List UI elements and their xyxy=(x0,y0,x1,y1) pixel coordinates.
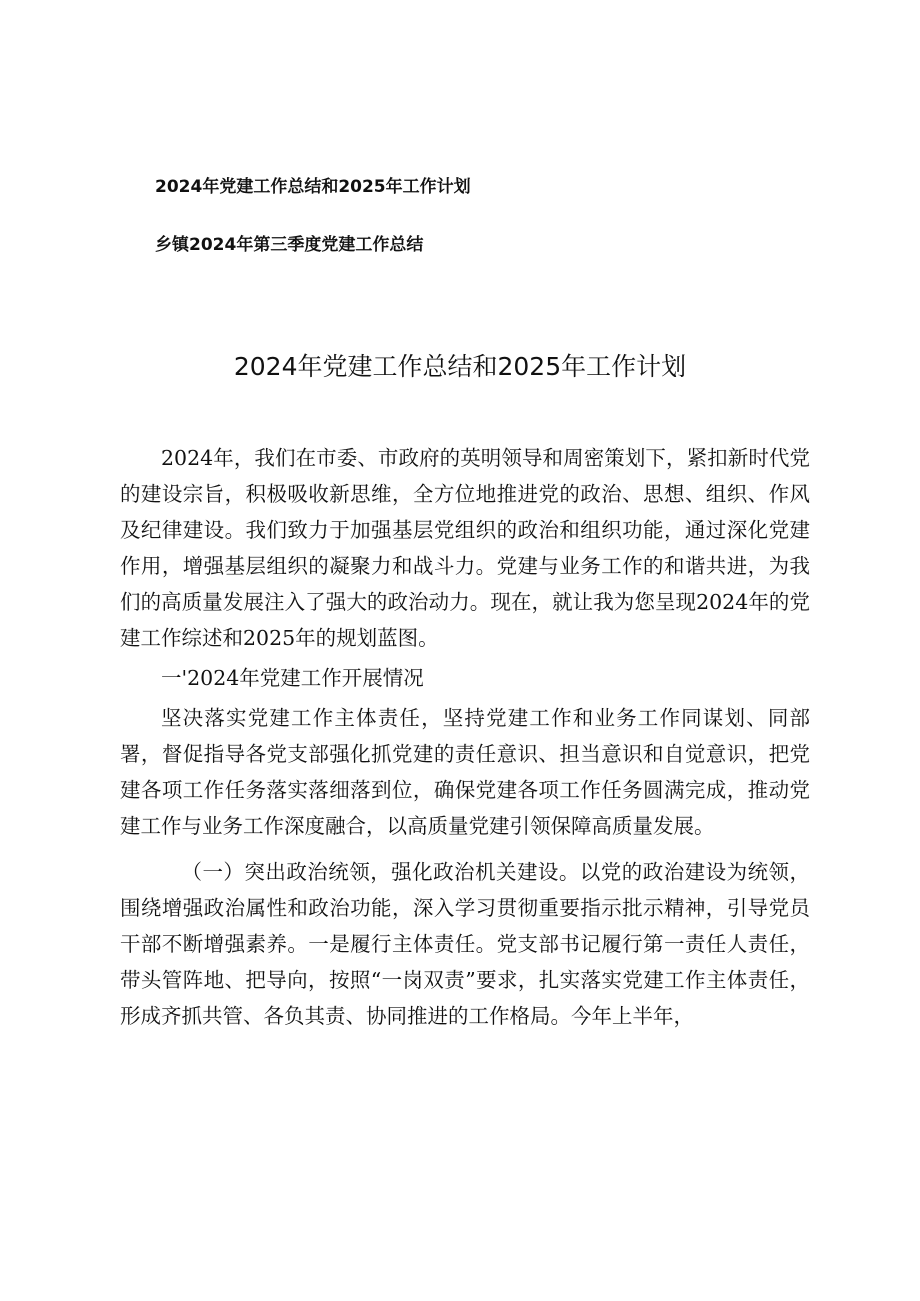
toc-item-1[interactable]: 2024年党建工作总结和2025年工作计划 xyxy=(155,177,471,197)
subsection-paragraph-1: （一）突出政治统领，强化政治机关建设。以党的政治建设为统领，围绕增强政治属性和政治功能，深入学习贯彻重要指示批示精神，引导党员干部不断增强素养。一是履行主体责任。党支部书记履行第一责任人责任，带头管阵地、把导向，按照“一岗双责”要求，扎实落实党建工作主体责任，形成齐抓共管、各负其责、协同推进的工作格局。今年上半年， xyxy=(120,860,810,1028)
document-body xyxy=(120,440,810,1034)
document-title: 2024年党建工作总结和2025年工作计划 xyxy=(233,352,687,381)
table-of-contents xyxy=(155,176,471,292)
intro-paragraph: 2024年，我们在市委、市政府的英明领导和周密策划下，紧扣新时代党的建设宗旨，积极吸收新思维，全方位地推进党的政治、思想、组织、作风及纪律建设。我们致力于加强基层党组织的政治和组织功能，通过深化党建作用，增强基层组织的凝聚力和战斗力。党建与业务工作的和谐共进，为我们的高质量发展注入了强大的政治动力。现在，就让我为您呈现2024年的党建工作综述和2025年的规划蓝图。 xyxy=(120,446,810,650)
toc-item-2[interactable]: 乡镇2024年第三季度党建工作总结 xyxy=(155,235,424,255)
section-heading-1: 一'2024年党建工作开展情况 xyxy=(161,666,424,690)
section-paragraph-1: 坚决落实党建工作主体责任，坚持党建工作和业务工作同谋划、同部署，督促指导各党支部强化抓党建的责任意识、担当意识和自觉意识，把党建各项工作任务落实落细落到位，确保党建各项工作任务圆满完成，推动党建工作与业务工作深度融合，以高质量党建引领保障高质量发展。 xyxy=(120,706,810,838)
